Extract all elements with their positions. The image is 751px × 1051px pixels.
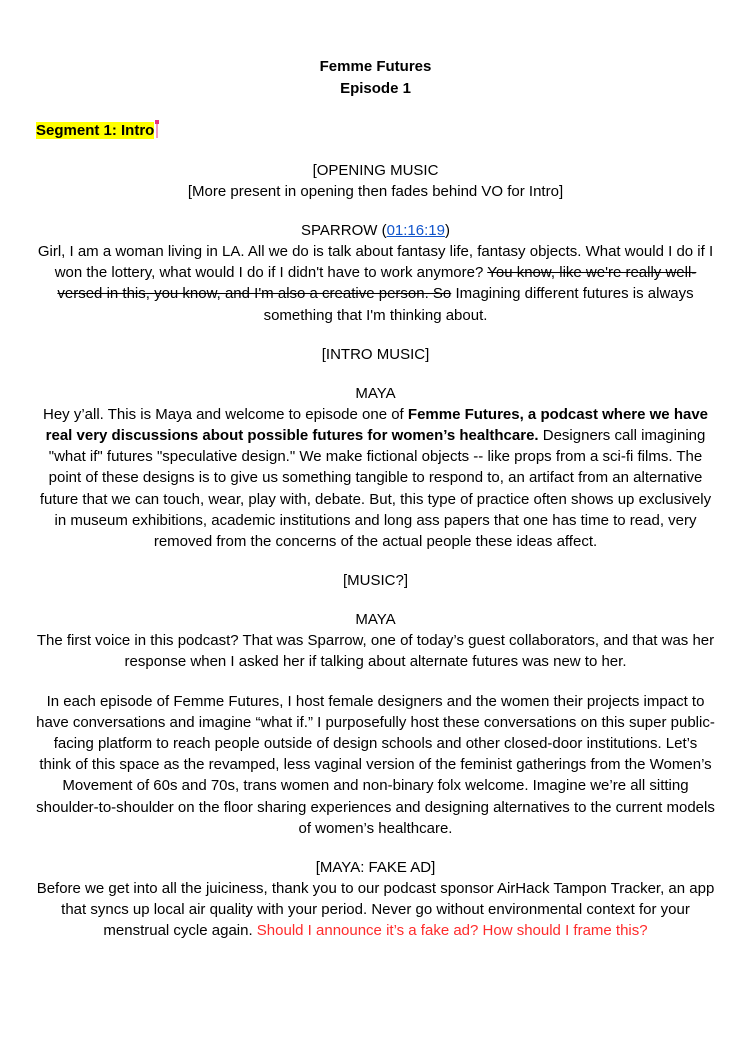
sparrow-timestamp-link[interactable]: 01:16:19 [386,222,445,239]
sparrow-paragraph [36,241,715,326]
comment-pin-icon[interactable] [155,120,159,138]
fake-ad-text: Before we get into all the juiciness, thank you to our podcast sponsor AirHack Tampon Tracker, an app that syncs up local air quality with your period. Never go without environmental context for your menstrual cycle again. [36,880,715,940]
sparrow-text-a: Girl, I am a woman living in LA. All we do is talk about fantasy life, fantasy objects. What would I do if I won the lottery, what would I do if I didn't have to work anymore? [37,243,714,282]
music-question-cue: [MUSIC?] [342,572,408,590]
title-block [36,0,715,100]
maya-paragraph-2: The first voice in this podcast? That was Sparrow, one of today’s guest collaborators, and that was her response when I asked her if talking about alternate futures was new to her. [36,632,715,671]
opening-music-note: [More present in opening then fades behind VO for Intro] [187,183,564,200]
sparrow-speaker-name: SPARROW ( [301,222,387,239]
fake-ad-note: Should I announce it’s a fake ad? How should I frame this? [256,922,648,940]
fake-ad-cue: [MAYA: FAKE AD] [315,859,436,877]
segment-heading [36,120,715,142]
maya-text-a: Hey y’all. This is Maya and welcome to episode one of [42,405,408,423]
opening-music-cue: [OPENING MUSIC [312,162,439,179]
doc-title: Femme Futures [319,58,432,75]
sparrow-speaker [36,220,715,241]
episode-label: Episode 1 [340,80,411,97]
sparrow-text-b: Imagining different futures is always something that I'm thinking about. [263,285,694,324]
segment-label: Segment 1: Intro [36,122,155,139]
intro-music-cue: [INTRO MUSIC] [321,345,430,363]
fake-ad-paragraph [36,878,715,942]
maya-speaker-1: MAYA [355,384,396,402]
sparrow-text-struck: You know, like we're really well-versed in this, you know, and I'm also a creative person. So [57,264,697,303]
maya-paragraph-3: In each episode of Femme Futures, I host female designers and the women their projects impact to have conversations and imagine “what if.” I purposefully host these conversations on this super public-facing platform to reach people outside of design schools and other closed-door institutions. Let’s think of this space as the revamped, less vaginal version of the feminist gatherings from the Women’s Movement of 60s and 70s, trans women and non-binary folx welcome. Imagine we’re all sitting shoulder-to-shoulder on the floor sharing experiences and designing alternatives to the current models of women’s healthcare. [36,692,715,837]
sparrow-speaker-close: ) [444,222,450,239]
maya-speaker-2: MAYA [355,611,396,629]
maya-text-bold: Femme Futures, a podcast where we have real very discussions about possible futures for women’s healthcare. [45,405,709,445]
maya-text-b: Designers call imagining "what if" futures "speculative design." We make fictional objects -- like props from a sci-fi films. The point of these designs is to give us something tangible to respond to, an artifact from an alternative future that we can touch, wear, play with, debate. But, this type of practice often shows up exclusively in museum exhibitions, academic institutions and long ass papers that one has time to read, very removed from the concerns of the actual people these ideas affect. [39,427,712,551]
maya-paragraph-1 [36,404,715,552]
